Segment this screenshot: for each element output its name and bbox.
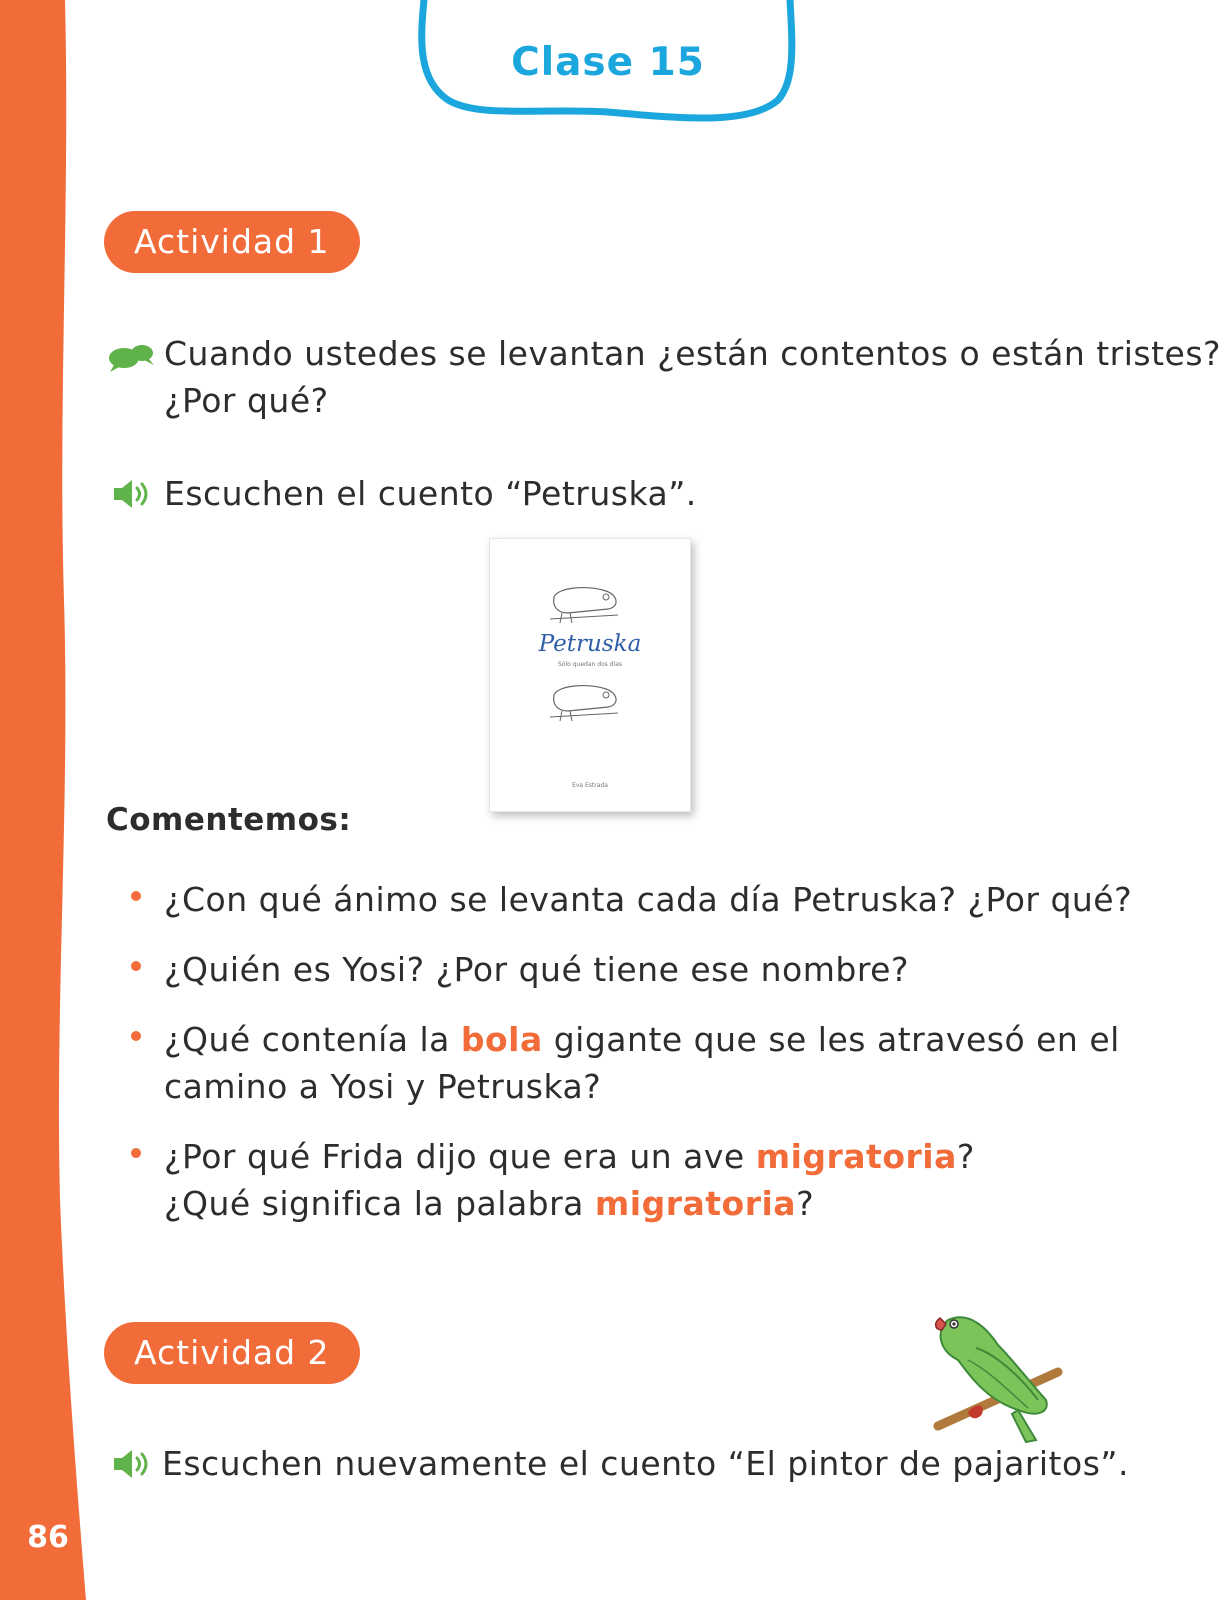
speaker-icon [112,1448,152,1480]
speaker-icon [112,478,152,510]
bird-sketch-bottom [548,681,624,725]
bird-sketch-top [548,583,624,627]
page-number: 86 [27,1520,69,1555]
activity-1-question-line2: ¿Por qué? [164,381,329,420]
question-3-text-a: ¿Qué contenía la [164,1020,461,1059]
activity-1-listen: Escuchen el cuento “Petruska”. [164,474,697,513]
question-4-line2 [164,1180,814,1227]
book-author: Eva Estrada [572,782,608,789]
class-title: Clase 15 [511,40,705,85]
keyword-migratoria: migratoria [594,1184,797,1223]
question-4-line2-text-b: ? [796,1184,815,1223]
activity-2-listen: Escuchen nuevamente el cuento “El pintor de pajaritos”. [162,1444,1129,1483]
keyword-migratoria: migratoria [755,1137,957,1176]
activity-1-question-line1: Cuando ustedes se levantan ¿están contentos o están tristes? [164,334,1222,373]
discuss-heading: Comentemos: [106,802,352,838]
question-4-text-b: ? [956,1137,975,1176]
question-3-text-b: gigante que se les atravesó en el [542,1020,1120,1059]
question-2: ¿Quién es Yosi? ¿Por qué tiene ese nombre? [164,950,910,989]
bullet-dot [131,891,141,901]
question-4-line2-text-a: ¿Qué significa la palabra [164,1184,595,1223]
book-title: Petruska [538,631,642,657]
bullet-dot [131,961,141,971]
bullet-dot [131,1031,141,1041]
question-3-line2: camino a Yosi y Petruska? [164,1067,602,1106]
question-4-line1 [164,1133,975,1180]
book-subtitle: Sólo quedan dos días [557,661,622,668]
question-1: ¿Con qué ánimo se levanta cada día Petruska? ¿Por qué? [164,880,1133,919]
question-3-line1 [164,1016,1120,1063]
parrot-illustration [928,1300,1078,1450]
activity-1-label: Actividad 1 [104,211,360,273]
keyword-bola: bola [460,1020,543,1059]
book-cover [489,538,691,812]
activity-2-label: Actividad 2 [104,1322,360,1384]
side-band [0,0,110,1600]
question-4-text-a: ¿Por qué Frida dijo que era un ave [164,1137,756,1176]
bullet-dot [131,1148,141,1158]
speech-bubbles-icon [106,342,156,372]
